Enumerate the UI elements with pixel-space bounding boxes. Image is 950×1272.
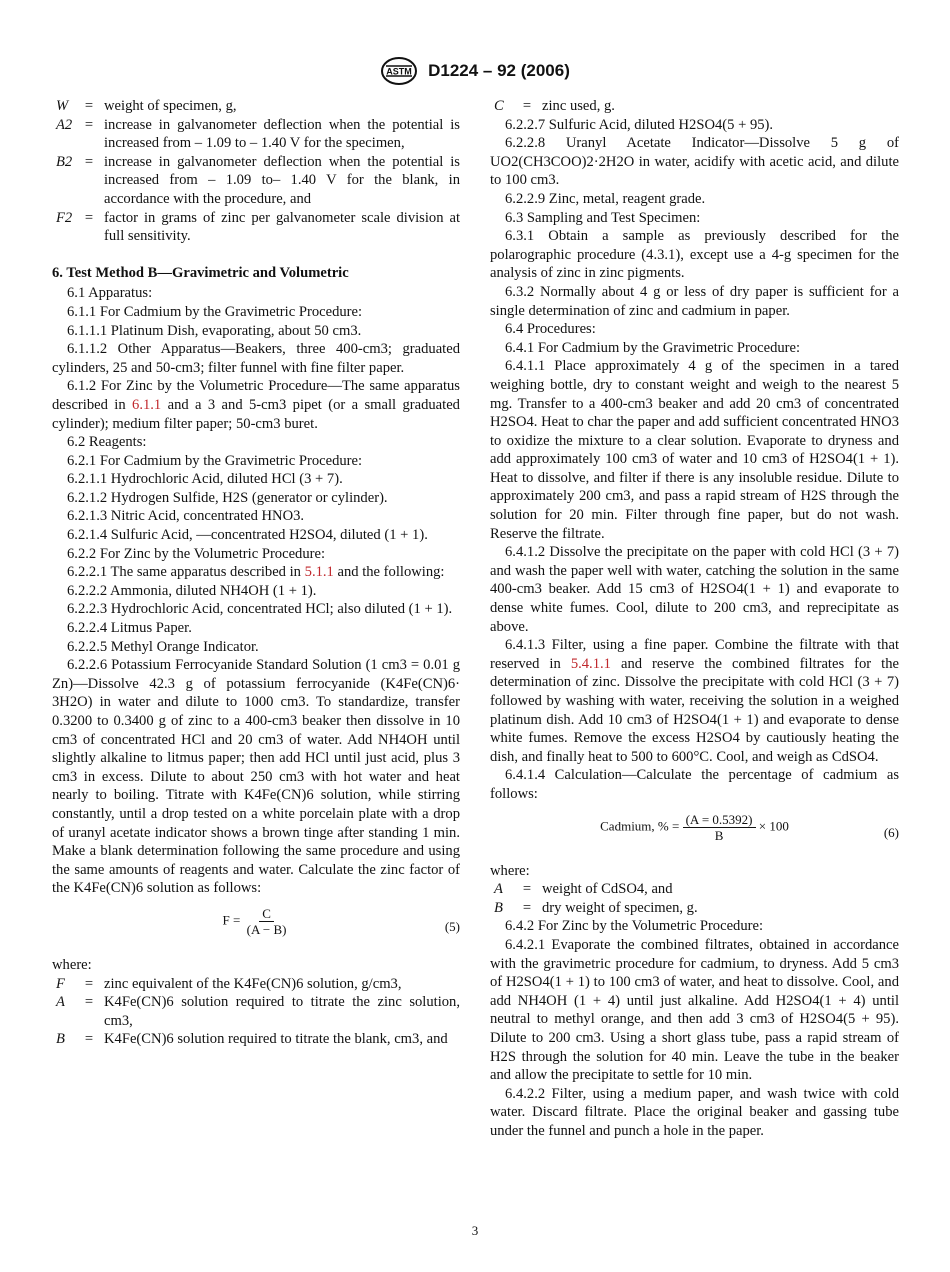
paragraph-6-2-1-2: 6.2.1.2 Hydrogen Sulfide, H2S (generator or cylinder).: [67, 489, 388, 506]
definition-symbol: C: [494, 98, 504, 114]
definition-symbol: W: [56, 98, 69, 114]
paragraph-6-2-1-3: 6.2.1.3 Nitric Acid, concentrated HNO3.: [67, 508, 305, 525]
equation-rhs: × 100: [758, 818, 789, 834]
paragraph-6-2-2-5: 6.2.2.5 Methyl Orange Indicator.: [67, 638, 259, 655]
reference-link[interactable]: 5.4.1.1: [570, 655, 611, 672]
where-label: where:: [490, 862, 530, 879]
definition-text: weight of CdSO4, and: [542, 881, 673, 898]
equation-number: (6): [883, 824, 899, 840]
definition-text: factor in grams of zinc per galvanometer scale division at full sensitivity.: [104, 209, 460, 245]
paragraph-6-2-2: 6.2.2 For Zinc by the Volumetric Procedure:: [67, 545, 326, 562]
definition-a: A = weight of CdSO4, and: [490, 880, 899, 899]
equation-lhs: F =: [222, 912, 241, 928]
paragraph-6-2-2-8: 6.2.2.8 Uranyl Acetate Indicator—Dissolve 5 g of UO2(CH3COO)2·2H2O in water, acidify with acetic acid, and dilute to 100 cm3.: [490, 135, 899, 189]
equation-lhs: Cadmium, % =: [600, 818, 680, 834]
equation-5: [52, 904, 460, 948]
paragraph-6-4-1-4: 6.4.1.4 Calculation—Calculate the percentage of cadmium as follows:: [490, 767, 899, 802]
paragraph-6-2-1-4: 6.2.1.4 Sulfuric Acid, —concentrated H2SO4, diluted (1 + 1).: [67, 527, 428, 544]
left-column: [52, 97, 460, 1049]
definition-text: K4Fe(CN)6 solution required to titrate the zinc solution, cm3,: [104, 994, 460, 1029]
definition-symbol: B: [56, 1031, 65, 1048]
paragraph-6-2-2-4: 6.2.2.4 Litmus Paper.: [67, 620, 192, 637]
page-header: [0, 55, 950, 87]
where-label: where:: [52, 956, 92, 973]
paragraph-6-4: 6.4 Procedures:: [505, 321, 596, 338]
paragraph-text: and reserve the combined filtrates for the determination of zinc. Dissolve the precipitate with cold HCl (3 + 7) followed by washing with water, receiving the solution in a weighed platinum dish. Add 10 cm3 of H2SO4(1 + 1) and evaporate to dense white fumes. Remove the excess H2SO4 by cautiously heating the dish, and finally heat to 500 to 600°C. Cool, and weigh as CdSO4.: [490, 655, 899, 765]
paragraph-6-3-1: 6.3.1 Obtain a sample as previously described for the polarographic procedure (4.3.1), except use a 4-g specimen for the analysis of zinc in zinc pigments.: [490, 228, 899, 282]
definition-symbol: B2: [56, 153, 73, 170]
paragraph-6-2-2-7: 6.2.2.7 Sulfuric Acid, diluted H2SO4(5 + 95).: [505, 116, 774, 133]
definition-a2: A2 = increase in galvanometer deflection when the potential is increased from – 1.09 to – 1.40 V for the specimen,: [52, 116, 460, 153]
equation-number: (5): [444, 918, 460, 934]
definition-a: A = K4Fe(CN)6 solution required to titrate the zinc solution, cm3,: [52, 993, 460, 1030]
definition-symbol: A: [56, 994, 65, 1011]
section-heading: 6. Test Method B—Gravimetric and Volumetric: [52, 264, 349, 281]
paragraph-6-4-1-1: 6.4.1.1 Place approximately 4 g of the specimen in a tared weighing bottle, dry to constant weight and weigh to the nearest 5 mg. Transfer to a 400-cm3 beaker and add 20 cm3 of concentrated H2SO4. Heat to char the paper and add sufficient concentrated HNO3 to oxidize the mixture to a clear solution. Evaporate to dryness and add approximately 100 cm3 of water and 10 cm3 of H2SO4(1 + 1). Heat to dissolve, and filter if there is any insoluble residue. Dilute to approximately 200 cm3, and pass a rapid stream of H2S through the solution for 20 min. Filter through fine paper, but do not wash. Reserve the filtrate.: [490, 358, 899, 542]
reference-link[interactable]: 6.1.1: [132, 396, 162, 413]
paragraph-6-2-1: 6.2.1 For Cadmium by the Gravimetric Procedure:: [67, 452, 363, 469]
paragraph-6-4-1: 6.4.1 For Cadmium by the Gravimetric Procedure:: [505, 339, 801, 356]
paragraph-6-4-2-1: 6.4.2.1 Evaporate the combined filtrates, obtained in accordance with the gravimetric procedure for cadmium, to dryness. Add 5 cm3 of H2SO4(1 + 1) to 100 cm3 of water, and heat to dissolve. Cool, and add NH4OH (1 + 4) until just alkaline. Add H2SO4(1 + 4) until neutral to methyl orange, and then add 3 cm3 of H2SO4(5 + 95). Dilute to 200 cm3. Using a short glass tube, pass a rapid stream of H2S through the solution for 40 min. Leave the tube in the beaker and allow the precipitate to settle for 10 min.: [490, 936, 899, 1084]
definition-symbol: F: [56, 975, 65, 992]
document-title: D1224 – 92 (2006): [428, 60, 570, 80]
definition-text: zinc used, g.: [542, 98, 615, 114]
definition-symbol: F2: [56, 209, 73, 226]
paragraph-6-1: 6.1 Apparatus:: [67, 285, 153, 302]
astm-logo-icon: [380, 56, 418, 86]
equation-fraction: [244, 906, 290, 937]
paragraph-6-2-2-9: 6.2.2.9 Zinc, metal, reagent grade.: [505, 190, 706, 207]
definition-f: F = zinc equivalent of the K4Fe(CN)6 solution, g/cm3,: [52, 975, 460, 994]
paragraph-text: 6.4.1.3 Filter, using a fine paper. Combine the filtrate with that reserved in: [490, 637, 899, 672]
paragraph-6-3: 6.3 Sampling and Test Specimen:: [505, 209, 701, 226]
paragraph-text: 6.2.2.1 The same apparatus described in: [67, 564, 301, 581]
page-number: 3: [471, 1223, 479, 1238]
paragraph-6-1-1: 6.1.1 For Cadmium by the Gravimetric Procedure:: [67, 303, 363, 320]
paragraph-6-2-2-2: 6.2.2.2 Ammonia, diluted NH4OH (1 + 1).: [67, 582, 317, 599]
definition-w: W = weight of specimen, g,: [52, 97, 460, 116]
definition-text: dry weight of specimen, g.: [542, 899, 698, 916]
paragraph-6-4-2-2: 6.4.2.2 Filter, using a medium paper, and wash twice with cold water. Discard filtrate. Place the original beaker and gassing tube under the funnel and punch a hole in the paper.: [490, 1085, 899, 1139]
paragraph-6-2-2-6: 6.2.2.6 Potassium Ferrocyanide Standard Solution (1 cm3 = 0.01 g Zn)—Dissolve 42.3 g of potassium ferrocyanide (K4Fe(CN)6· 3H2O) in water and dilute to 1000 cm3. To standardize, transfer 0.3200 to 0.3400 g of zinc to a 400-cm3 beaker then dissolve in 10 cm3 of concentrated HCl and 20 cm3 of water. Add NH4OH until slightly alkaline to litmus paper; then add HCl until just acid, plus 3 cm3 in excess. Dilute to about 250 cm3 with hot water and heat nearly to boiling. Titrate with K4Fe(CN)6 solution, while stirring constantly, until a drop tested on a white porcelain plate with a drop of uranyl acetate indicator shows a brown tinge after standing 1 min. Make a blank determination following the same procedure and using the same amounts of reagents and water. Calculate the zinc factor of the K4Fe(CN)6 solution as follows:: [52, 657, 460, 897]
definition-text: zinc equivalent of the K4Fe(CN)6 solution, g/cm3,: [104, 975, 402, 992]
paragraph-6-1-1-2: 6.1.1.2 Other Apparatus—Beakers, three 400-cm3; graduated cylinders, 25 and 50-cm3; filter funnel with fine filter paper.: [52, 341, 460, 376]
definition-symbol: B: [494, 899, 503, 916]
paragraph-6-2-2-3: 6.2.2.3 Hydrochloric Acid, concentrated HCl; also diluted (1 + 1).: [67, 601, 453, 618]
paragraph-6-1-2: [52, 377, 460, 433]
paragraph-6-2-2-1: [52, 563, 460, 582]
paragraph-text: and the following:: [337, 564, 445, 581]
paragraph-text: 6.1.2 For Zinc by the Volumetric Procedure—The same apparatus described in: [52, 378, 460, 413]
reference-link[interactable]: 5.1.1: [304, 564, 334, 581]
paragraph-6-4-1-3: [490, 636, 899, 766]
definition-text: K4Fe(CN)6 solution required to titrate the blank, cm3, and: [104, 1031, 448, 1048]
definition-symbol: A2: [56, 116, 73, 133]
equation-denominator: B: [714, 827, 724, 843]
paragraph-6-3-2: 6.3.2 Normally about 4 g or less of dry paper is sufficient for a single determination of zinc and cadmium in paper.: [490, 283, 899, 319]
definition-text: weight of specimen, g,: [104, 98, 237, 114]
equation-fraction: [683, 812, 756, 843]
right-column: [490, 97, 899, 1140]
paragraph-6-2: 6.2 Reagents:: [67, 434, 147, 451]
definition-f2: F2 = factor in grams of zinc per galvanometer scale division at full sensitivity.: [52, 209, 460, 246]
astm-logo-text: ASTM: [386, 66, 412, 77]
paragraph-6-2-1-1: 6.2.1.1 Hydrochloric Acid, diluted HCl (3 + 7).: [67, 471, 343, 488]
equation-numerator: C: [259, 906, 274, 922]
definition-b: B = dry weight of specimen, g.: [490, 899, 899, 918]
paragraph-6-1-1-1: 6.1.1.1 Platinum Dish, evaporating, about 50 cm3.: [67, 322, 362, 339]
definition-text: increase in galvanometer deflection when the potential is increased from – 1.09 to– 1.40 V for the blank, in accordance with the procedure, and: [104, 153, 460, 207]
definition-text: increase in galvanometer deflection when the potential is increased from – 1.09 to – 1.40 V for the specimen,: [104, 116, 460, 152]
equation-numerator: (A = 0.5392): [683, 812, 756, 828]
paragraph-6-4-1-2: 6.4.1.2 Dissolve the precipitate on the paper with cold HCl (3 + 7) and wash the paper well with water, catching the solution in the same 400-cm3 beaker. Add 15 cm3 of H2SO4(1 + 1) and evaporate to dense white fumes. Cool, dilute to 200 cm3, and reprecipitate as above.: [490, 544, 899, 635]
definition-b2: B2 = increase in galvanometer deflection when the potential is increased from – 1.09 to– 1.40 V for the blank, in accordance with the procedure, and: [52, 153, 460, 209]
paragraph-text: and a 3 and 5-cm3 pipet (or a small graduated cylinder); medium filter paper; 50-cm3 buret.: [52, 396, 460, 432]
definition-c: C = zinc used, g.: [490, 97, 899, 116]
paragraph-6-4-2: 6.4.2 For Zinc by the Volumetric Procedure:: [505, 918, 764, 935]
equation-6: [490, 810, 899, 854]
definition-symbol: A: [494, 881, 503, 898]
definition-b: B = K4Fe(CN)6 solution required to titrate the blank, cm3, and: [52, 1030, 460, 1049]
equation-denominator: (A − B): [246, 921, 287, 937]
